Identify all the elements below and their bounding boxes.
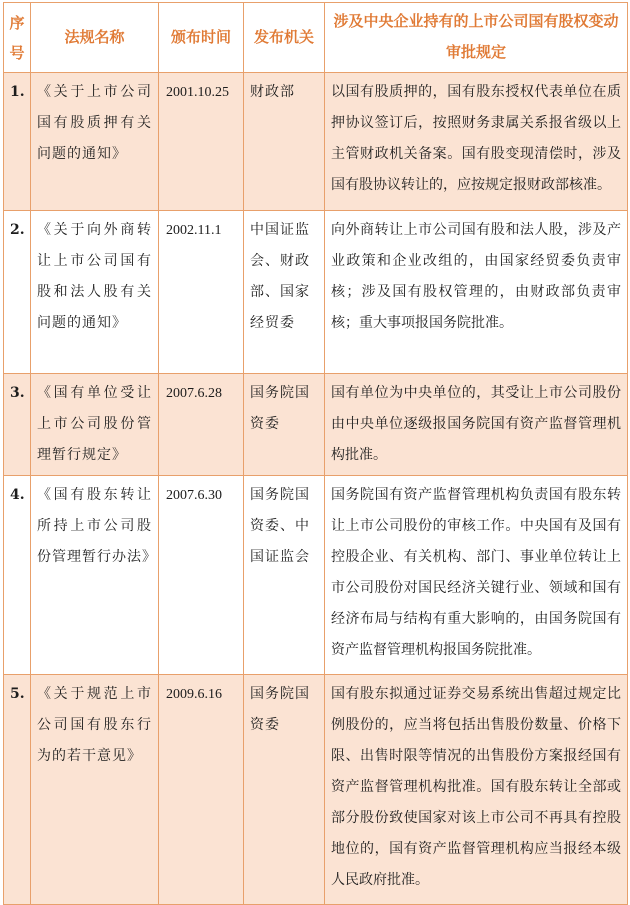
approval-rule: 国有单位为中央单位的，其受让上市公司股份由中央单位逐级报国务院国有资产监督管理机构批准。: [325, 374, 628, 476]
issue-date: 2002.11.1: [159, 211, 244, 374]
regulations-table: [3, 2, 628, 905]
table-header-row: [4, 3, 628, 73]
issue-date: 2007.6.30: [159, 476, 244, 675]
regulation-name: 《关于规范上市公司国有股东行为的若干意见》: [31, 675, 159, 905]
table-row: [4, 211, 628, 374]
issuing-authority: 国务院国资委: [244, 675, 325, 905]
issuing-authority: 中国证监会、财政部、国家经贸委: [244, 211, 325, 374]
header-issuer: 发布机关: [244, 3, 325, 73]
header-date: 颁布时间: [159, 3, 244, 73]
row-no: 2.: [4, 211, 31, 374]
issuing-authority: 财政部: [244, 73, 325, 211]
issue-date: 2007.6.28: [159, 374, 244, 476]
regulation-name: 《关于向外商转让上市公司国有股和法人股有关问题的通知》: [31, 211, 159, 374]
issuing-authority: 国务院国资委: [244, 374, 325, 476]
issuing-authority: 国务院国资委、中国证监会: [244, 476, 325, 675]
table-row: [4, 476, 628, 675]
row-no: 4.: [4, 476, 31, 675]
header-name: 法规名称: [31, 3, 159, 73]
issue-date: 2001.10.25: [159, 73, 244, 211]
row-no: 3.: [4, 374, 31, 476]
row-no: 1.: [4, 73, 31, 211]
header-rule: 涉及中央企业持有的上市公司国有股权变动审批规定: [325, 3, 628, 73]
issue-date: 2009.6.16: [159, 675, 244, 905]
approval-rule: 国有股东拟通过证券交易系统出售超过规定比例股份的，应当将包括出售股份数量、价格下限、出售时限等情况的出售股份方案报经国有资产监督管理机构批准。国有股东转让全部或部分股份致使国家对该上市公司不再具有控股地位的，国有资产监督管理机构应当报经本级人民政府批准。: [325, 675, 628, 905]
approval-rule: 向外商转让上市公司国有股和法人股，涉及产业政策和企业改组的，由国家经贸委负责审核；涉及国有股权管理的，由财政部负责审核；重大事项报国务院批准。: [325, 211, 628, 374]
regulation-name: 《国有股东转让所持上市公司股份管理暂行办法》: [31, 476, 159, 675]
row-no: 5.: [4, 675, 31, 905]
header-no: 序号: [4, 3, 31, 73]
approval-rule: 国务院国有资产监督管理机构负责国有股东转让上市公司股份的审核工作。中央国有及国有控股企业、有关机构、部门、事业单位转让上市公司股份对国民经济关键行业、领域和国有经济布局与结构有重大影响的，由国务院国有资产监督管理机构报国务院批准。: [325, 476, 628, 675]
table-row: [4, 73, 628, 211]
regulation-name: 《关于上市公司国有股质押有关问题的通知》: [31, 73, 159, 211]
table-row: [4, 675, 628, 905]
approval-rule: 以国有股质押的，国有股东授权代表单位在质押协议签订后，按照财务隶属关系报省级以上主管财政机关备案。国有股变现清偿时，涉及国有股协议转让的，应按规定报财政部核准。: [325, 73, 628, 211]
regulation-name: 《国有单位受让上市公司股份管理暂行规定》: [31, 374, 159, 476]
table-row: [4, 374, 628, 476]
